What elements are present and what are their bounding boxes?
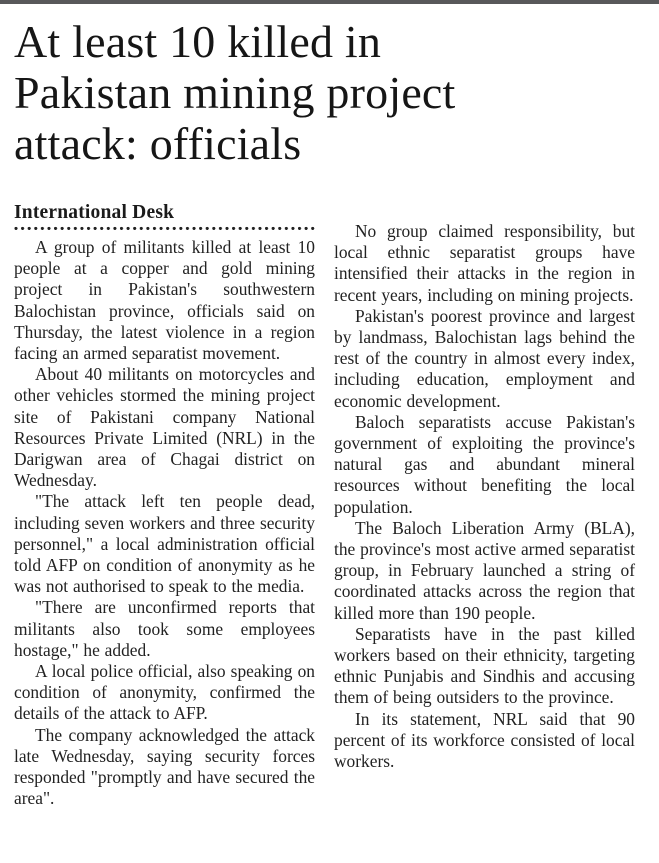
paragraph: Baloch separatists accuse Pakistan's government of exploiting the province's natural gas and abundant mineral resources without benefiting the local population. [334,411,635,517]
byline: International Desk [14,202,175,223]
paragraph: "The attack left ten people dead, including seven workers and three security personnel," a local administration official told AFP on condition of anonymity as he was not authorised to speak to the media. [14,491,315,597]
paragraph: No group claimed responsibility, but local ethnic separatist groups have intensified their attacks in the region in recent years, including on mining projects. [334,221,635,305]
paragraph: The company acknowledged the attack late Wednesday, saying security forces responded "promptly and have secured the area". [14,724,315,809]
paragraph: Separatists have in the past killed workers based on their ethnicity, targeting ethnic Punjabis and Sindhis and accusing them of being outsiders to the province. [334,623,635,708]
paragraph: About 40 militants on motorcycles and other vehicles stormed the mining project site of Pakistani company National Resources Private Limited (NRL) in the Darigwan area of Chagai district on Wednesday. [14,364,315,491]
paragraph: In its statement, NRL said that 90 percent of its workforce consisted of local workers. [334,708,635,772]
paragraph: "There are unconfirmed reports that militants also took some employees hostage," he added. [14,597,315,660]
headline-line-1: At least 10 killed in [14,16,382,67]
column-left-paragraphs [14,237,315,809]
article-headline [14,16,651,169]
column-right-paragraphs [334,221,635,772]
top-rule [0,0,659,4]
column-left [14,202,315,809]
dotted-divider [14,226,315,231]
paragraph: The Baloch Liberation Army (BLA), the province's most active armed separatist group, in February launched a string of coordinated attacks across the region that killed more than 190 people. [334,517,635,623]
column-right [334,202,635,809]
paragraph: Pakistan's poorest province and largest by landmass, Balochistan lags behind the rest of the country in almost every index, including education, employment and economic development. [334,305,635,411]
headline-line-3: attack: officials [14,118,302,169]
article-body [14,202,635,809]
headline-line-2: Pakistan mining project [14,67,456,118]
paragraph: A local police official, also speaking on condition of anonymity, confirmed the details of the attack to AFP. [14,661,315,724]
paragraph: A group of militants killed at least 10 people at a copper and gold mining project in Pakistan's southwestern Balochistan province, officials said on Thursday, the latest violence in a region facing an armed separatist movement. [14,237,315,364]
